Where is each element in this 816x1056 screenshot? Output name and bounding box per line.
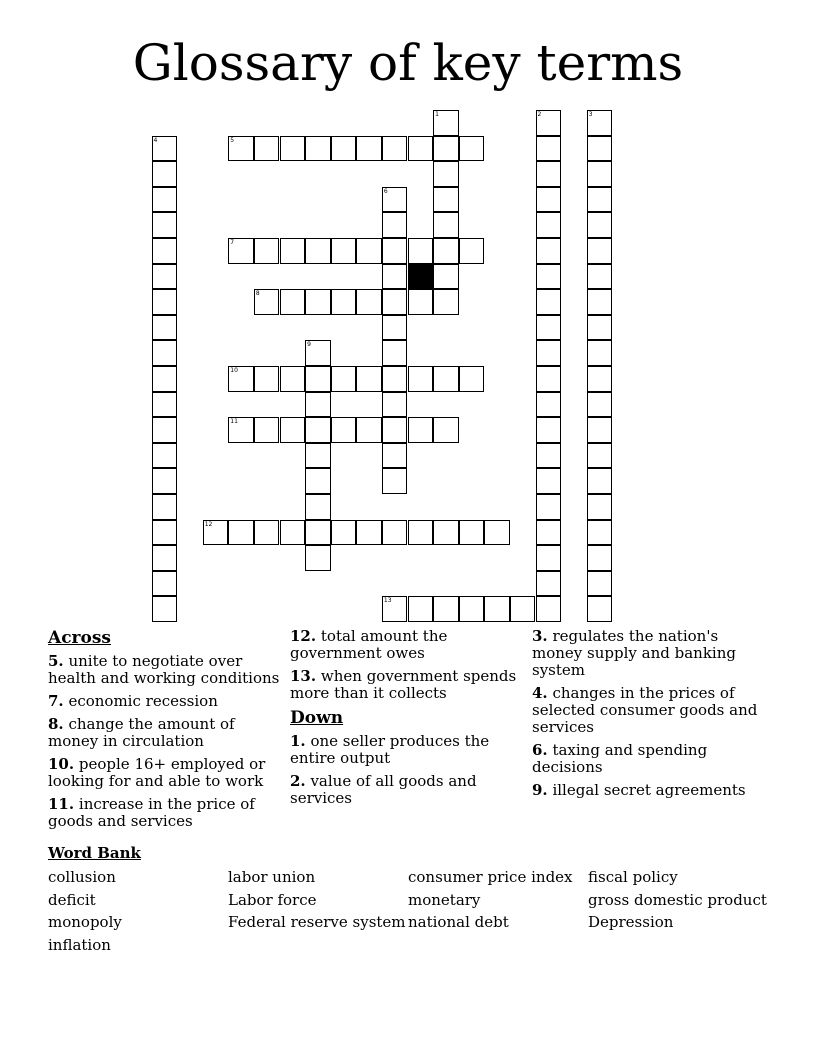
crossword-cell[interactable]	[382, 596, 408, 622]
cell-number: 9	[307, 341, 311, 349]
crossword-cell[interactable]	[382, 315, 408, 341]
clue-down-4	[532, 685, 767, 736]
crossword-cell[interactable]	[536, 340, 562, 366]
cell-number: 10	[230, 367, 238, 374]
crossword-cell[interactable]	[254, 136, 280, 162]
crossword-cell[interactable]	[280, 417, 306, 443]
crossword-cell[interactable]	[459, 238, 485, 264]
crossword-cell[interactable]	[536, 468, 562, 494]
crossword-cell[interactable]	[536, 571, 562, 597]
crossword-cell[interactable]	[587, 264, 613, 290]
crossword-cell[interactable]	[254, 238, 280, 264]
crossword-cell[interactable]	[382, 238, 408, 264]
word-bank-item: Federal reserve system	[228, 913, 406, 932]
crossword-cell[interactable]	[152, 392, 178, 418]
clue-text: increase in the price of goods and services	[48, 795, 255, 830]
clue-across-11	[48, 796, 283, 830]
clue-across-5	[48, 653, 283, 687]
crossword-cell[interactable]	[356, 238, 382, 264]
word-bank-item: consumer price index	[408, 868, 573, 886]
crossword-cell[interactable]	[459, 596, 485, 622]
crossword-cell[interactable]	[536, 161, 562, 187]
clue-across-10	[48, 756, 283, 790]
crossword-cell[interactable]	[433, 596, 459, 622]
clue-down-1	[290, 733, 525, 767]
crossword-cell[interactable]	[587, 520, 613, 546]
crossword-cell[interactable]	[536, 417, 562, 443]
clue-number: 12.	[290, 627, 317, 645]
crossword-cell[interactable]	[536, 494, 562, 520]
crossword-cell[interactable]	[280, 136, 306, 162]
clue-text: one seller produces the entire output	[290, 732, 490, 767]
clues-column-1	[48, 628, 283, 836]
word-bank-item: inflation	[48, 936, 111, 955]
crossword-cell[interactable]	[152, 468, 178, 494]
crossword-cell[interactable]	[408, 238, 434, 264]
clue-text: when government spends more than it collects	[290, 667, 517, 702]
crossword-cell[interactable]	[536, 392, 562, 418]
crossword-cell[interactable]	[536, 238, 562, 264]
crossword-cell[interactable]	[587, 443, 613, 469]
cell-number: 6	[383, 187, 388, 195]
crossword-cell[interactable]	[305, 136, 331, 162]
across-heading: Across	[48, 628, 111, 648]
crossword-cell[interactable]	[152, 212, 178, 238]
crossword-cell[interactable]	[433, 264, 459, 290]
word-bank-item: labor union	[228, 868, 316, 886]
crossword-cell[interactable]	[254, 289, 280, 315]
crossword-cell[interactable]	[152, 494, 178, 520]
word-bank-item: gross domestic product	[588, 890, 767, 909]
crossword-cell[interactable]	[152, 289, 178, 315]
crossword-cell[interactable]	[484, 596, 510, 622]
crossword-cell[interactable]	[305, 340, 331, 366]
crossword-cell[interactable]	[587, 187, 613, 213]
crossword-cell[interactable]	[305, 468, 331, 494]
clue-number: 13.	[290, 667, 317, 685]
clue-number: 11.	[48, 795, 75, 813]
crossword-cell[interactable]	[587, 571, 613, 597]
crossword-cell[interactable]	[254, 520, 280, 546]
word-bank-item: collusion	[48, 868, 116, 886]
crossword-cell[interactable]	[152, 366, 178, 392]
crossword-cell[interactable]	[382, 212, 408, 238]
crossword-cell[interactable]	[382, 264, 408, 290]
cell-number: 11	[230, 418, 238, 426]
clue-text: regulates the nation's money supply and banking system	[532, 627, 736, 679]
crossword-cell[interactable]	[433, 136, 459, 162]
crossword-cell[interactable]	[356, 366, 382, 392]
cell-number: 3	[588, 111, 593, 118]
crossword-cell[interactable]	[484, 520, 510, 546]
crossword-cell[interactable]	[152, 571, 178, 597]
crossword-cell[interactable]	[433, 161, 459, 187]
crossword-cell[interactable]	[356, 520, 382, 546]
crossword-cell[interactable]	[433, 187, 459, 213]
crossword-cell[interactable]	[536, 315, 562, 341]
crossword-cell[interactable]	[536, 289, 562, 315]
clue-text: unite to negotiate over health and working conditions	[48, 652, 280, 687]
crossword-cell[interactable]	[587, 494, 613, 520]
crossword-cell[interactable]	[587, 289, 613, 315]
crossword-cell[interactable]	[587, 212, 613, 238]
crossword-cell[interactable]	[305, 392, 331, 418]
crossword-cell[interactable]	[382, 468, 408, 494]
crossword-cell[interactable]	[382, 392, 408, 418]
cell-number: 4	[153, 136, 158, 144]
clue-number: 9.	[532, 781, 548, 799]
crossword-cell[interactable]	[536, 110, 562, 136]
crossword-cell[interactable]	[536, 187, 562, 213]
clue-text: economic recession	[68, 692, 218, 710]
crossword-cell[interactable]	[587, 340, 613, 366]
crossword-cell[interactable]	[408, 289, 434, 315]
clues-column-3	[532, 628, 767, 805]
crossword-cell[interactable]	[587, 238, 613, 264]
word-bank-item: national debt	[408, 913, 509, 932]
crossword-cell[interactable]	[408, 520, 434, 546]
cell-number: 8	[255, 290, 260, 298]
crossword-cell[interactable]	[382, 366, 408, 392]
crossword-cell[interactable]	[408, 136, 434, 162]
clue-number: 5.	[48, 652, 64, 670]
crossword-cell[interactable]	[382, 520, 408, 546]
crossword-cell[interactable]	[331, 136, 357, 162]
clue-number: 7.	[48, 692, 64, 710]
crossword-cell[interactable]	[382, 443, 408, 469]
crossword-cell[interactable]	[587, 545, 613, 571]
crossword-cell[interactable]	[305, 289, 331, 315]
crossword-black-square	[408, 264, 434, 290]
crossword-cell[interactable]	[152, 187, 178, 213]
crossword-cell[interactable]	[152, 161, 178, 187]
clue-number: 3.	[532, 627, 548, 645]
clue-across-13	[290, 668, 525, 702]
crossword-cell[interactable]	[433, 289, 459, 315]
crossword-cell[interactable]	[433, 238, 459, 264]
crossword-cell[interactable]	[152, 340, 178, 366]
crossword-cell[interactable]	[152, 417, 178, 443]
clue-text: taxing and spending decisions	[532, 741, 708, 776]
crossword-cell[interactable]	[305, 238, 331, 264]
crossword-cell[interactable]	[331, 289, 357, 315]
crossword-cell[interactable]	[254, 417, 280, 443]
crossword-cell[interactable]	[152, 264, 178, 290]
crossword-cell[interactable]	[587, 468, 613, 494]
cell-number: 7	[230, 239, 235, 246]
crossword-cell[interactable]	[536, 545, 562, 571]
crossword-cell[interactable]	[382, 340, 408, 366]
crossword-cell[interactable]	[587, 417, 613, 443]
word-bank-item: Depression	[588, 913, 674, 932]
crossword-cell[interactable]	[152, 443, 178, 469]
cell-number: 5	[230, 136, 235, 144]
clue-across-12	[290, 628, 525, 662]
page-title: Glossary of key terms	[132, 34, 684, 92]
crossword-cell[interactable]	[433, 212, 459, 238]
crossword-cell[interactable]	[587, 315, 613, 341]
clue-text: change the amount of money in circulation	[48, 715, 235, 750]
clue-text: total amount the government owes	[290, 627, 448, 662]
word-bank-item: Labor force	[228, 890, 317, 909]
crossword-cell[interactable]	[536, 596, 562, 622]
crossword-cell[interactable]	[536, 443, 562, 469]
crossword-cell[interactable]	[228, 238, 254, 264]
crossword-cell[interactable]	[382, 136, 408, 162]
crossword-cell[interactable]	[305, 545, 331, 571]
crossword-cell[interactable]	[228, 366, 254, 392]
crossword-cell[interactable]	[536, 264, 562, 290]
word-bank-item: monetary	[408, 890, 481, 909]
crossword-cell[interactable]	[331, 520, 357, 546]
word-bank-title: Word Bank	[48, 844, 141, 862]
crossword-cell[interactable]	[382, 187, 408, 213]
clue-text: value of all goods and services	[290, 772, 477, 807]
crossword-cell[interactable]	[305, 443, 331, 469]
crossword-cell[interactable]	[408, 366, 434, 392]
crossword-cell[interactable]	[280, 289, 306, 315]
crossword-cell[interactable]	[152, 136, 178, 162]
cell-number: 2	[537, 111, 542, 118]
crossword-cell[interactable]	[203, 520, 229, 546]
clue-down-9	[532, 782, 767, 799]
crossword-cell[interactable]	[152, 520, 178, 546]
crossword-cell[interactable]	[536, 366, 562, 392]
crossword-cell[interactable]	[331, 366, 357, 392]
crossword-cell[interactable]	[305, 494, 331, 520]
crossword-cell[interactable]	[433, 366, 459, 392]
clue-text: people 16+ employed or looking for and able to work	[48, 755, 266, 790]
crossword-cell[interactable]	[587, 392, 613, 418]
word-bank-item: fiscal policy	[588, 868, 678, 886]
crossword-cell[interactable]	[152, 596, 178, 622]
crossword-cell[interactable]	[356, 136, 382, 162]
crossword-cell[interactable]	[408, 596, 434, 622]
crossword-cell[interactable]	[152, 238, 178, 264]
clues-column-2	[290, 628, 525, 813]
clue-across-8	[48, 716, 283, 750]
cell-number: 13	[383, 597, 392, 605]
clue-number: 6.	[532, 741, 548, 759]
crossword-cell[interactable]	[510, 596, 536, 622]
crossword-cell[interactable]	[459, 136, 485, 162]
crossword-cell[interactable]	[408, 417, 434, 443]
crossword-cell[interactable]	[587, 136, 613, 162]
word-bank	[48, 866, 768, 957]
crossword-cell[interactable]	[433, 110, 459, 136]
crossword-cell[interactable]	[280, 366, 306, 392]
crossword-cell[interactable]	[433, 417, 459, 443]
clue-number: 4.	[532, 684, 548, 702]
clue-number: 10.	[48, 755, 75, 773]
clue-number: 2.	[290, 772, 306, 790]
crossword-cell[interactable]	[587, 110, 613, 136]
clue-down-3	[532, 628, 767, 679]
clue-number: 1.	[290, 732, 306, 750]
crossword-cell[interactable]	[587, 596, 613, 622]
crossword-cell[interactable]	[254, 366, 280, 392]
crossword-cell[interactable]	[459, 366, 485, 392]
crossword-cell[interactable]	[536, 520, 562, 546]
crossword-cell[interactable]	[356, 289, 382, 315]
crossword-cell[interactable]	[152, 315, 178, 341]
clue-across-7	[48, 693, 283, 710]
crossword-cell[interactable]	[305, 417, 331, 443]
crossword-cell[interactable]	[228, 136, 254, 162]
word-bank-item: deficit	[48, 890, 96, 909]
crossword-cell[interactable]	[536, 136, 562, 162]
crossword-cell[interactable]	[305, 520, 331, 546]
clue-down-6	[532, 742, 767, 776]
crossword-cell[interactable]	[433, 520, 459, 546]
clue-text: illegal secret agreements	[552, 781, 746, 799]
crossword-cell[interactable]	[331, 238, 357, 264]
clue-down-2	[290, 773, 525, 807]
cell-number: 1	[435, 111, 439, 118]
crossword-cell[interactable]	[382, 417, 408, 443]
crossword-cell[interactable]	[228, 417, 254, 443]
crossword-cell[interactable]	[280, 238, 306, 264]
crossword-cell[interactable]	[305, 366, 331, 392]
clue-number: 8.	[48, 715, 64, 733]
crossword-cell[interactable]	[331, 417, 357, 443]
crossword-cell[interactable]	[536, 212, 562, 238]
crossword-cell[interactable]	[587, 161, 613, 187]
word-bank-item: monopoly	[48, 913, 122, 932]
crossword-cell[interactable]	[382, 289, 408, 315]
down-heading: Down	[290, 708, 344, 728]
crossword-cell[interactable]	[152, 545, 178, 571]
crossword-cell[interactable]	[356, 417, 382, 443]
crossword-cell[interactable]	[280, 520, 306, 546]
crossword-cell[interactable]	[587, 366, 613, 392]
crossword-cell[interactable]	[228, 520, 254, 546]
crossword-cell[interactable]	[459, 520, 485, 546]
clue-text: changes in the prices of selected consumer goods and services	[532, 684, 758, 736]
cell-number: 12	[204, 520, 213, 528]
